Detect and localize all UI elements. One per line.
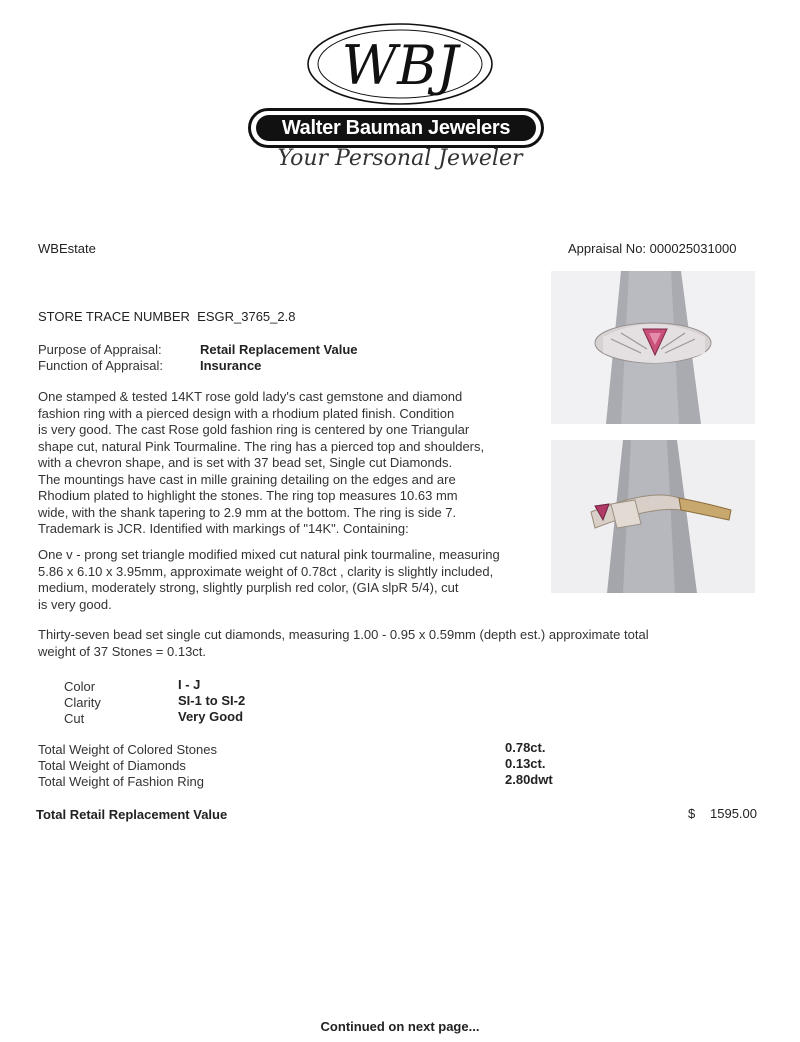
grade-label-cut: Cut	[64, 711, 85, 726]
store-trace	[38, 309, 295, 324]
total-ring-value: 2.80dwt	[505, 772, 553, 787]
wbj-monogram-logo	[280, 18, 520, 110]
brand-name: Walter Bauman Jewelers	[256, 115, 536, 141]
total-colored-value: 0.78ct.	[505, 740, 546, 755]
ring-description	[38, 389, 538, 538]
retail-currency: $	[688, 806, 696, 821]
ring-photo-front	[551, 271, 755, 424]
diamonds-line: Thirty-seven bead set single cut diamonds, measuring 1.00 - 0.95 x 0.59mm (depth est.) approximate total	[38, 627, 649, 642]
diamonds-description	[38, 627, 738, 660]
tourmaline-line: is very good.	[38, 596, 112, 612]
tourmaline-description	[38, 547, 548, 613]
diamonds-line: weight of 37 Stones = 0.13ct.	[38, 643, 207, 659]
ring-photo-side	[551, 440, 755, 593]
estate-label: WBEstate	[38, 241, 96, 256]
grade-value-color: I - J	[178, 677, 201, 692]
description-line: is very good. The cast Rose gold fashion ring is centered by one Triangular	[38, 422, 470, 437]
continued-footer: Continued on next page...	[320, 1019, 480, 1034]
brand-name-banner	[248, 108, 544, 148]
appraisal-value: 000025031000	[649, 241, 737, 256]
svg-text:WBJ: WBJ	[341, 34, 459, 97]
function-value: Insurance	[200, 358, 262, 373]
grade-label-color: Color	[64, 679, 96, 694]
tourmaline-line: One v - prong set triangle modified mixed cut natural pink tourmaline, measuring	[38, 547, 500, 562]
description-line: Rhodium plated to highlight the stones. The ring top measures 10.63 mm	[38, 488, 458, 503]
total-colored-label: Total Weight of Colored Stones	[38, 742, 217, 757]
description-line: fashion ring with a pierced design with a rhodium plated finish. Condition	[38, 405, 455, 421]
store-trace-value: ESGR_3765_2.8	[197, 309, 296, 324]
tourmaline-line: medium, moderately strong, slightly purplish red color, (GIA slpR 5/4), cut	[38, 580, 459, 595]
grade-value-cut: Very Good	[178, 709, 244, 724]
purpose-label: Purpose of Appraisal:	[38, 342, 162, 357]
description-line: Trademark is JCR. Identified with markings of "14K". Containing:	[38, 521, 409, 536]
purpose-value: Retail Replacement Value	[200, 342, 358, 357]
description-line: with a chevron shape, and is set with 37 bead set, Single cut Diamonds.	[38, 455, 453, 470]
description-line: shape cut, natural Pink Tourmaline. The ring has a pierced top and shoulders,	[38, 438, 485, 454]
grade-label-clarity: Clarity	[64, 695, 101, 710]
appraisal-number	[568, 241, 736, 256]
store-trace-label: STORE TRACE NUMBER	[38, 309, 190, 324]
retail-value-label: Total Retail Replacement Value	[36, 807, 228, 822]
total-diamonds-label: Total Weight of Diamonds	[38, 758, 186, 773]
total-diamonds-value: 0.13ct.	[505, 756, 546, 771]
function-label: Function of Appraisal:	[38, 358, 164, 373]
description-line: wide, with the shank tapering to 2.9 mm at the bottom. The ring is side 7.	[38, 504, 457, 520]
tourmaline-line: 5.86 x 6.10 x 3.95mm, approximate weight of 0.78ct , clarity is slightly included,	[38, 563, 494, 579]
appraisal-label: Appraisal No:	[568, 241, 647, 256]
retail-value: 1595.00	[710, 806, 757, 821]
description-line: One stamped & tested 14KT rose gold lady's cast gemstone and diamond	[38, 389, 463, 404]
grade-value-clarity: SI-1 to SI-2	[178, 693, 246, 708]
brand-tagline: Your Personal Jeweler	[277, 146, 523, 171]
description-line: The mountings have cast in mille graining detailing on the edges and are	[38, 471, 456, 487]
total-ring-label: Total Weight of Fashion Ring	[38, 774, 204, 789]
